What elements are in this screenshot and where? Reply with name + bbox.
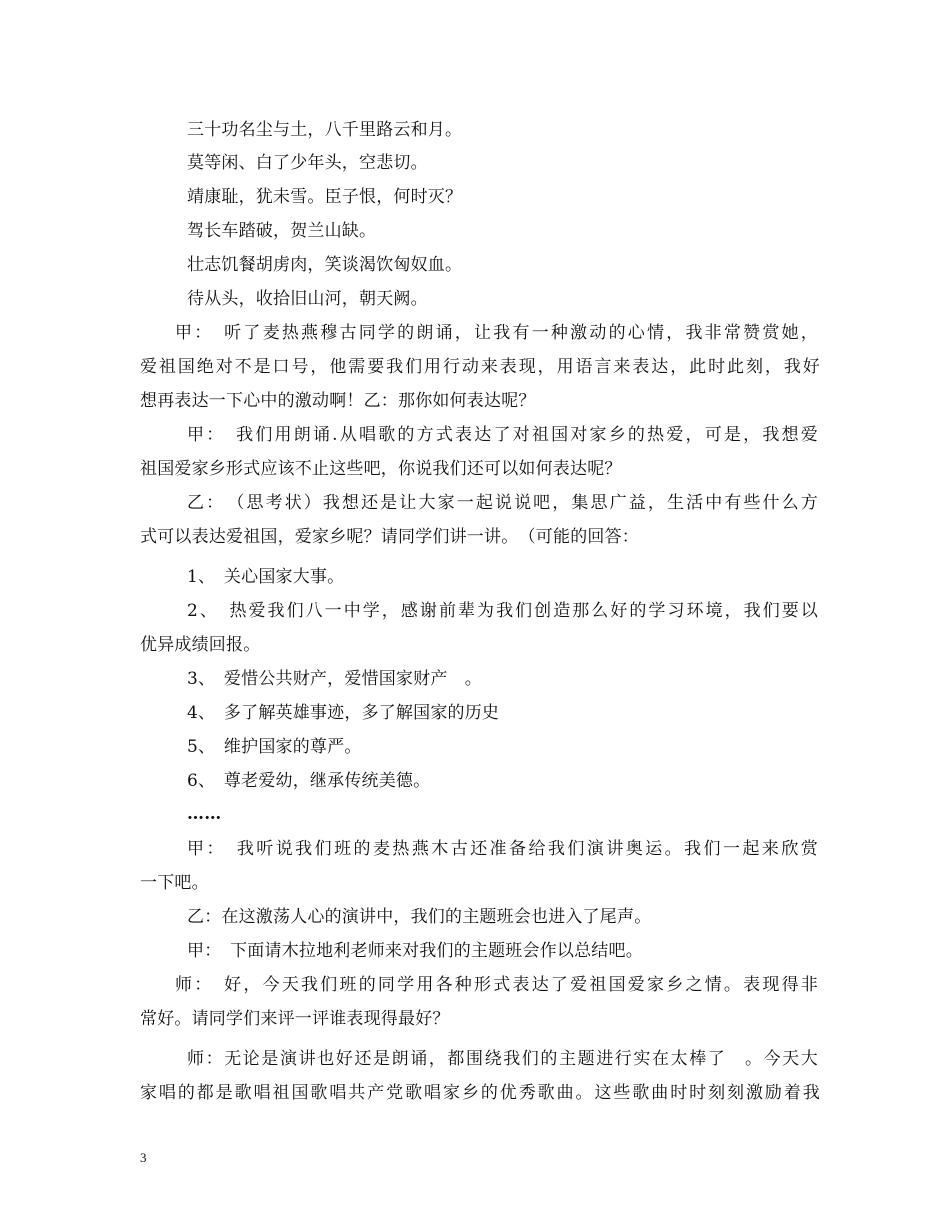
poem-line: 壮志饥餐胡虏肉，笑谈渴饮匈奴血。 <box>187 255 463 275</box>
dialogue-line: 想再表达一下心中的激动啊！乙：那你如何表达呢？ <box>140 391 536 411</box>
dialogue-line: 乙：在这激荡人心的演讲中，我们的主题班会也进入了尾声。 <box>187 907 652 927</box>
dialogue-line: 式可以表达爱祖国，爱家乡呢？请同学们讲一讲。 （可能的回答： <box>140 527 639 547</box>
list-item: 6、 尊老爱幼，继承传统美德。 <box>187 771 431 791</box>
dialogue-line: 甲： 我们用朗诵.从唱歌的方式表达了对祖国对家乡的热爱，可是，我想爱 <box>187 425 818 445</box>
dialogue-line: 师： 好，今天我们班的同学用各种形式表达了爱祖国爱家乡之情。表现得非 <box>175 975 818 995</box>
page-number: 3 <box>140 1150 147 1165</box>
dialogue-line: 常好。请同学们来评一评谁表现得最好？ <box>140 1009 450 1029</box>
list-item: 5、 维护国家的尊严。 <box>187 737 362 757</box>
dialogue-line: 爱祖国绝对不是口号，他需要我们用行动来表现，用语言来表达，此时此刻，我好 <box>140 357 820 377</box>
poem-line: 待从头，收拾旧山河，朝天阙。 <box>187 289 428 309</box>
dialogue-line: 一下吧。 <box>140 873 209 893</box>
poem-line: 三十功名尘与土，八千里路云和月。 <box>187 120 463 140</box>
list-item: 1、 关心国家大事。 <box>187 567 345 587</box>
dialogue-line: 家唱的都是歌唱祖国歌唱共产党歌唱家乡的优秀歌曲。这些歌曲时时刻刻激励着我 <box>140 1083 820 1103</box>
list-item: 3、 爱惜公共财产，爱惜国家财产 。 <box>187 669 482 689</box>
dialogue-line: 乙： （思考状）我想还是让大家一起说说吧，集思广益，生活中有些什么方 <box>187 493 818 513</box>
dialogue-line: 祖国爱家乡形式应该不止这些吧，你说我们还可以如何表达呢？ <box>140 459 622 479</box>
list-item: 优异成绩回报。 <box>140 635 261 655</box>
dialogue-line: 甲： 听了麦热燕穆古同学的朗诵，让我有一种激动的心情，我非常赞赏她， <box>175 323 818 343</box>
list-item: 2、 热爱我们八一中学，感谢前辈为我们创造那么好的学习环境，我们要以 <box>187 601 818 621</box>
ellipsis: …… <box>187 804 222 824</box>
list-item: 4、 多了解英雄事迹，多了解国家的历史 <box>187 703 500 723</box>
poem-line: 驾长车踏破，贺兰山缺。 <box>187 221 377 241</box>
poem-line: 靖康耻，犹未雪。臣子恨，何时灭？ <box>187 187 463 207</box>
dialogue-line: 甲： 我听说我们班的麦热燕木古还准备给我们演讲奥运。我们一起来欣赏 <box>187 839 818 859</box>
dialogue-line: 甲： 下面请木拉地利老师来对我们的主题班会作以总结吧。 <box>187 941 643 961</box>
dialogue-line: 师：无论是演讲也好还是朗诵，都围绕我们的主题进行实在太棒了 。今天大 <box>187 1049 818 1069</box>
poem-line: 莫等闲、白了少年头，空悲切。 <box>187 153 428 173</box>
